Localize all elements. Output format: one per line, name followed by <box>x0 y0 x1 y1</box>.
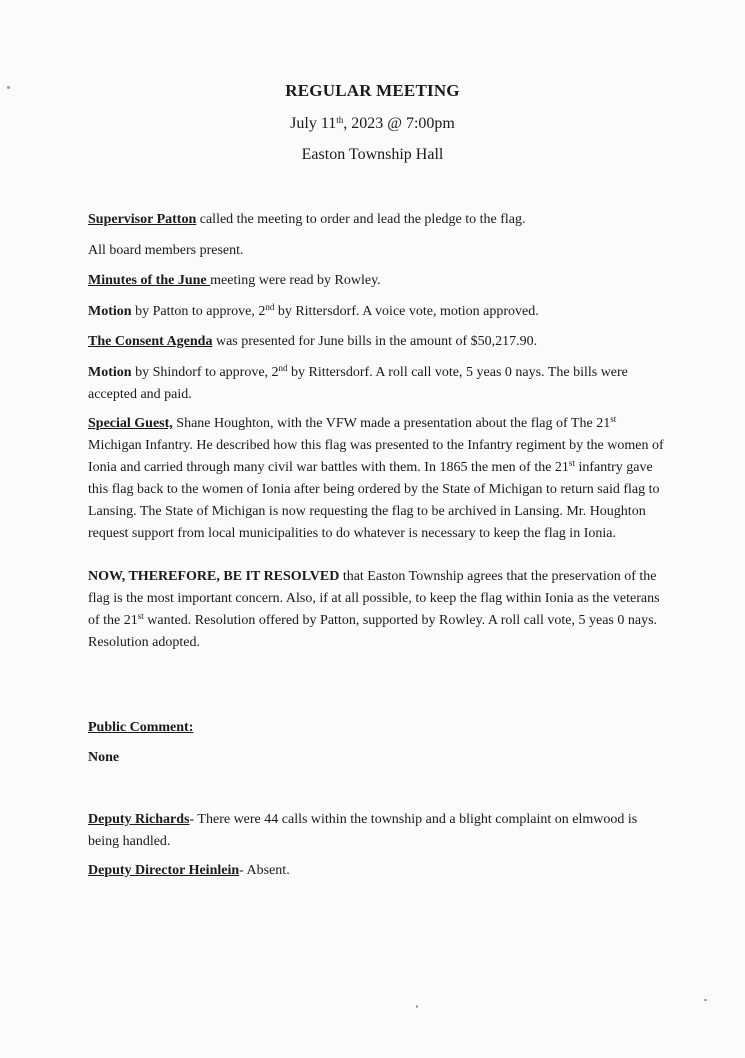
paragraph-text: Michigan Infantry. He described how this flag was presented to the Infantry regiment by the women of Ionia and carried through many civil war battles with them. In 1865 the men of the 21 <box>88 438 664 475</box>
public-comment-heading <box>88 717 668 739</box>
paragraph-text: - There were 44 calls within the township and a blight complaint on elmwood is being handled. <box>88 812 638 849</box>
paragraph-consent-agenda <box>88 331 668 353</box>
special-guest-label: Special Guest, <box>88 416 173 431</box>
ordinal: nd <box>278 363 288 373</box>
date-text: July 11 <box>290 115 337 132</box>
paragraph-special-guest <box>88 413 668 545</box>
deputy-label: Deputy Richards <box>88 812 190 827</box>
minutes-label: Minutes of the June <box>88 273 211 288</box>
paragraph-text: by Rittersdorf. A roll call vote, 5 yeas 0 nays. The bills were accepted and paid. <box>88 365 628 402</box>
paragraph-text: that Easton Township agrees that the preservation of the flag is the most important concern. Also, if at all possible, to keep the flag within Ionia as the veterans of the 21 <box>88 569 660 628</box>
date-time: , 2023 @ 7:00pm <box>343 115 455 132</box>
paragraph-call-to-order <box>88 209 668 231</box>
scan-speck <box>416 1005 418 1008</box>
paragraph-text: by Shindorf to approve, 2 <box>131 365 279 380</box>
public-comment-text: None <box>88 750 120 765</box>
scan-speck <box>7 86 10 89</box>
paragraph-motion-bills <box>88 362 668 406</box>
ordinal: st <box>137 611 144 621</box>
paragraph-text: by Rittersdorf. A voice vote, motion approved. <box>274 304 539 319</box>
paragraph-minutes <box>88 270 668 292</box>
paragraph-text: infantry gave this flag back to the women of Ionia after being ordered by the State of Michigan to return said flag to Lansing. The State of Michigan is now requesting the flag to be archived in Lansing. Mr. Houghton request support from local municipalities to do whatever is necessary to keep the flag in Ionia. <box>88 460 660 541</box>
date-ordinal: th <box>336 115 344 125</box>
scan-speck <box>704 999 707 1001</box>
ordinal: st <box>610 414 617 424</box>
paragraph-motion-minutes <box>88 301 668 323</box>
paragraph-text: meeting were read by Rowley. <box>210 273 381 288</box>
paragraph-text: All board members present. <box>88 243 244 258</box>
supervisor-label: Supervisor Patton <box>88 212 197 227</box>
public-comment-body <box>88 747 668 769</box>
paragraph-deputy-director <box>88 860 668 882</box>
resolution-label: NOW, THEREFORE, BE IT RESOLVED <box>88 569 340 584</box>
paragraph-attendance <box>88 240 668 262</box>
consent-agenda-label: The Consent Agenda <box>88 334 213 349</box>
paragraph-text: - Absent. <box>239 863 290 878</box>
deputy-director-label: Deputy Director Heinlein <box>88 863 240 878</box>
paragraph-deputy-report <box>88 809 668 853</box>
public-comment-label: Public Comment: <box>88 720 194 735</box>
paragraph-text: called the meeting to order and lead the pledge to the flag. <box>196 212 526 227</box>
motion-label: Motion <box>88 304 132 319</box>
paragraph-text: Shane Houghton, with the VFW made a presentation about the flag of The 21 <box>172 416 611 431</box>
meeting-title: REGULAR MEETING <box>285 81 460 100</box>
ordinal: nd <box>265 302 275 312</box>
paragraph-text: by Patton to approve, 2 <box>131 304 266 319</box>
motion-label: Motion <box>88 365 132 380</box>
paragraph-text: wanted. Resolution offered by Patton, supported by Rowley. A roll call vote, 5 yeas 0 nays. Resolution adopted. <box>88 613 658 650</box>
paragraph-text: was presented for June bills in the amount of $50,217.90. <box>212 334 538 349</box>
meeting-date <box>0 115 745 133</box>
ordinal: st <box>568 458 575 468</box>
paragraph-resolution <box>88 566 668 654</box>
meeting-location: Easton Township Hall <box>301 146 444 163</box>
